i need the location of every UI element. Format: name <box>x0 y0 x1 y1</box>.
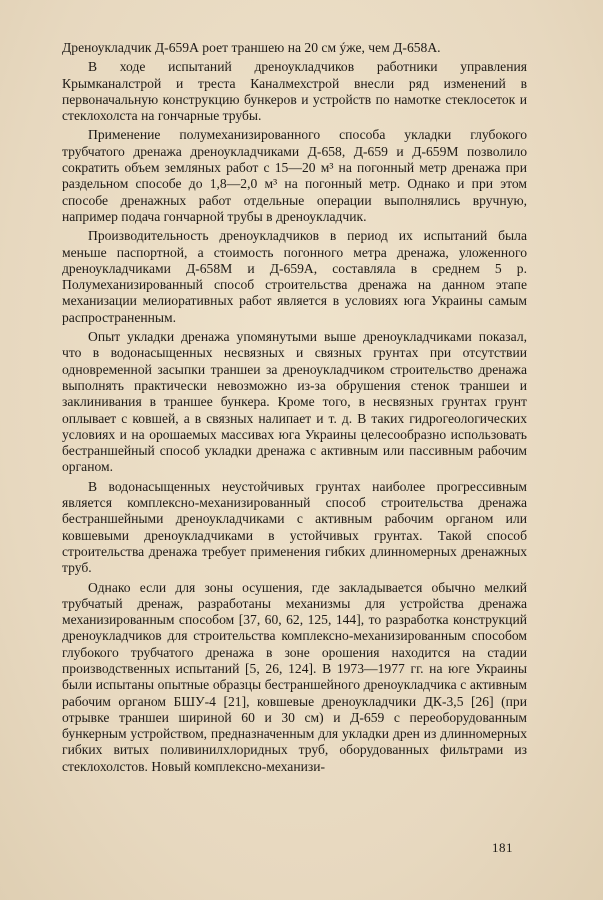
paragraph: Опыт укладки дренажа упомянутыми выше дреноукладчиками показал, что в водонасыщенных несвязных и связных грунтах при отсутствии одновременной засыпки траншеи за дреноукладчиком строительство дренажа выполнять практически невозможно из-за обрушения стенок траншеи и заклинивания в траншее бункера. Кроме того, в несвязных грунтах грунт оплывает с ковшей, а в связных налипает и т. д. В таких гидрогеологических условиях и на орошаемых массивах юга Украины целесообразно использовать бестраншейный способ укладки дренажа с активным или пассивным рабочим органом. <box>62 329 527 475</box>
paragraph: Дреноукладчик Д-659А роет траншею на 20 см ýже, чем Д-658А. <box>62 40 441 55</box>
paragraph: Применение полумеханизированного способа укладки глубокого трубчатого дренажа дреноукладчиками Д-658, Д-659 и Д-659М позволило сократить объем земляных работ с 15—20 м³ на погонный метр дренажа при раздельном способе до 1,8—2,0 м³ на погонный метр. Однако и при этом способе дренажных работ отдельные операции выполнялись вручную, например подача гончарной трубы в дреноукладчик. <box>62 127 527 224</box>
paragraph: Производительность дреноукладчиков в период их испытаний была меньше паспортной, а стоимость погонного метра дренажа, уложенного дреноукладчиками Д-658М и Д-659А, составляла в среднем 5 р. Полумеханизированный способ строительства дренажа на данном этапе механизации мелиоративных работ является в условиях юга Украины самым распространенным. <box>62 228 527 325</box>
paragraph: В водонасыщенных неустойчивых грунтах наиболее прогрессивным является комплексно-механизированный способ строительства дренажа бестраншейными дреноукладчиками с активным рабочим органом или ковшевыми дреноукладчиками в устойчивых грунтах. Такой способ строительства дренажа требует применения гибких длинномерных дренажных труб. <box>62 478 527 576</box>
paragraph: Однако если для зоны осушения, где закладывается обычно мелкий трубчатый дренаж, разработаны механизмы для устройства дренажа механизированным способом [37, 60, 62, 125, 144], то разработка конструкций дреноукладчиков для строительства комплексно-механизированным способом глубокого трубчатого дренажа в зоне орошения находится на стадии производственных испытаний [5, 26, 124]. В 1973—1977 гг. на юге Украины были испытаны опытные образцы бестраншейного дреноукладчика с активным рабочим органом БШУ-4 [21], ковшевые дреноукладчики ДК-3,5 [26] (при отрывке траншеи шириной 60 и 30 см) и Д-659 с переоборудованным бункерным устройством, предназначенным для укладки дрен из длинномерных гибких витых поливинилхлоридных труб, оборудованных фильтрами из стеклохолстов. Новый комплексно-механизи- <box>62 579 527 774</box>
body-text <box>62 40 527 775</box>
paragraph: В ходе испытаний дреноукладчиков работники управления Крымканалстрой и треста Каналмехстрой внесли ряд изменений в первоначальную конструкцию бункеров и устройств по намотке стеклосеток и стеклохолста на гончарные трубы. <box>62 59 527 124</box>
page-number: 181 <box>492 840 513 855</box>
